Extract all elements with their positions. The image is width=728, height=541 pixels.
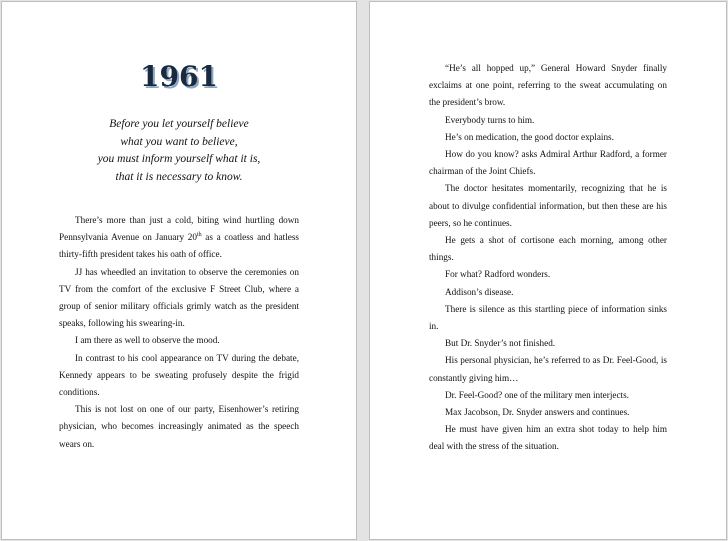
paragraph: JJ has wheedled an invitation to observe the ceremonies on TV from the comfort of the exclusive F Street Club, where a group of senior military officials grimly watch as the president speaks, following his swearing-in. <box>59 266 299 329</box>
left-page <box>1 1 357 540</box>
epigraph-line: you must inform yourself what it is, <box>97 153 261 165</box>
paragraph <box>59 212 299 264</box>
paragraph: In contrast to his cool appearance on TV during the debate, Kennedy appears to be sweating profusely despite the frigid conditions. <box>59 352 299 398</box>
paragraph: There is silence as this startling piece of information sinks in. <box>429 303 667 332</box>
right-body-text <box>429 60 667 456</box>
paragraph: How do you know? asks Admiral Arthur Radford, a former chairman of the Joint Chiefs. <box>429 149 667 177</box>
paragraph: This is not lost on one of our party, Eisenhower’s retiring physician, who becomes increasingly animated as the speech wears on. <box>59 404 299 449</box>
left-body-text <box>59 212 299 453</box>
paragraph: But Dr. Snyder’s not finished. <box>445 338 556 349</box>
paragraph: Addison’s disease. <box>445 286 514 297</box>
chapter-title: 1961 <box>140 60 218 93</box>
ordinal-suffix: th <box>196 232 202 239</box>
paragraph: He gets a shot of cortisone each morning, among other things. <box>429 235 667 263</box>
epigraph-line: what you want to believe, <box>120 135 238 148</box>
right-page <box>369 1 727 540</box>
epigraph-line: that it is necessary to know. <box>115 170 243 183</box>
paragraph-text: as a coatless and hatless thirty-fifth president takes his oath of office. <box>59 232 299 260</box>
paragraph: Dr. Feel-Good? one of the military men interjects. <box>445 389 629 400</box>
paragraph: Everybody turns to him. <box>445 114 535 125</box>
epigraph-line: Before you let yourself believe <box>109 118 249 130</box>
paragraph: “He’s all hopped up,” General Howard Snyder finally exclaims at one point, referring to the sweat accumulating on the president’s brow. <box>429 63 667 108</box>
paragraph: I am there as well to observe the mood. <box>75 335 220 346</box>
paragraph: He’s on medication, the good doctor explains. <box>445 131 614 142</box>
paragraph: Max Jacobson, Dr. Snyder answers and continues. <box>445 407 630 418</box>
paragraph: The doctor hesitates momentarily, recognizing that he is about to divulge confidential information, but then these are his peers, so he continues. <box>429 183 667 228</box>
paragraph: For what? Radford wonders. <box>445 269 551 280</box>
paragraph: His personal physician, he’s referred to as Dr. Feel-Good, is constantly giving him… <box>429 355 667 383</box>
paragraph-text: There’s more than just a cold, biting wind hurtling down Pennsylvania Avenue on January 20 <box>59 215 299 243</box>
paragraph: He must have given him an extra shot today to help him deal with the stress of the situation. <box>429 424 667 452</box>
epigraph <box>2 116 356 186</box>
